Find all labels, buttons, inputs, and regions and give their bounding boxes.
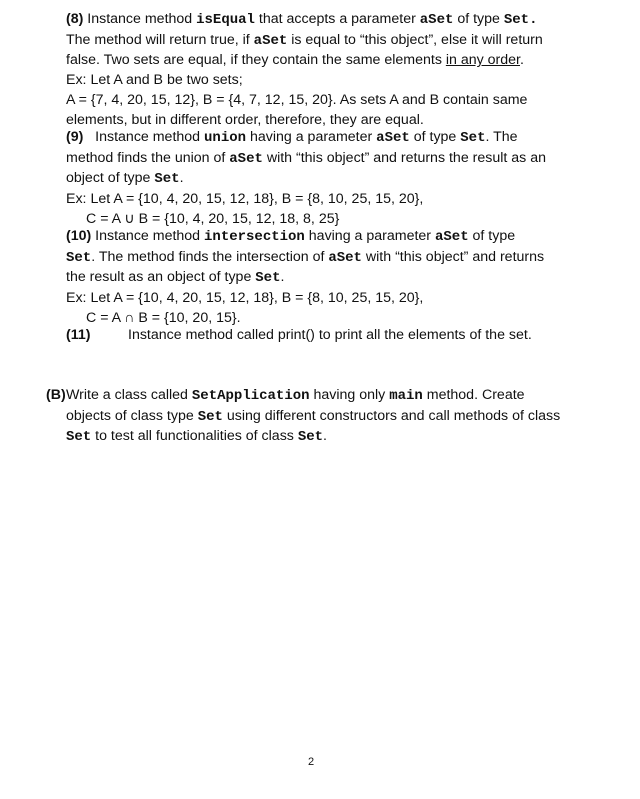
part-b-line-1: Write a class called SetApplication having only main method. Create: [66, 387, 525, 404]
code-term: aSet: [328, 249, 362, 266]
code-term: aSet: [434, 229, 469, 245]
code-term: aSet: [229, 150, 263, 167]
item-8-line-3: false. Two sets are equal, if they contain the same elements in any order.: [66, 52, 524, 69]
item-11: [66, 326, 581, 346]
part-b-line-3: Set to test all functionalities of class Set.: [66, 428, 327, 446]
code-term: union: [204, 130, 247, 146]
code-term: Set: [154, 171, 180, 188]
part-b-label: (B): [46, 387, 66, 403]
code-term: isEqual: [196, 12, 255, 28]
code-term: intersection: [204, 229, 305, 245]
item-8-example-intro: Ex: Let A and B be two sets;: [66, 72, 243, 89]
item-number: (9): [66, 129, 84, 145]
item-10-example-sets: Ex: Let A = {10, 4, 20, 15, 12, 18}, B = {8, 10, 25, 15, 20},: [66, 290, 424, 307]
item-9: [66, 128, 581, 230]
code-term: main: [389, 388, 423, 404]
page-number: 2: [307, 756, 315, 768]
part-b-line-2: objects of class type Set using different constructors and call methods of class: [66, 407, 561, 425]
part-b: [46, 386, 586, 448]
item-8-example-conclusion: elements, but in different order, therefore, they are equal.: [66, 111, 424, 128]
code-term: Set: [66, 249, 92, 266]
item-10-example-intersection: C = A ∩ B = {10, 20, 15}.: [86, 309, 241, 326]
code-term: aSet: [253, 32, 288, 49]
code-term: Set: [297, 429, 324, 446]
code-term: Set: [460, 130, 486, 146]
item-9-line-1: (9) Instance method union having a parameter aSet of type Set. The: [66, 129, 518, 146]
code-term: SetApplication: [191, 388, 310, 404]
code-term: Set: [66, 429, 92, 446]
item-number: (10): [66, 228, 92, 244]
item-11-line: (11) Instance method called print() to print all the elements of the set.: [66, 326, 581, 346]
item-9-example-union: C = A ∪ B = {10, 4, 20, 15, 12, 18, 8, 25}: [86, 210, 340, 227]
item-8: [66, 10, 581, 130]
code-term: aSet: [419, 12, 454, 28]
item-number: (8): [66, 11, 84, 27]
code-term: Set.: [503, 12, 538, 28]
code-term: Set: [197, 408, 223, 425]
item-10-line-2: Set. The method finds the intersection of aSet with “this object” and returns: [66, 248, 545, 266]
item-9-example-sets: Ex: Let A = {10, 4, 20, 15, 12, 18}, B = {8, 10, 25, 15, 20},: [66, 191, 424, 208]
part-b-body: [66, 386, 586, 448]
code-term: aSet: [376, 130, 410, 146]
item-8-example-sets: A = {7, 4, 20, 15, 12}, B = {4, 7, 12, 15, 20}. As sets A and B contain same: [66, 91, 528, 108]
item-10: [66, 227, 581, 329]
code-term: Set: [255, 270, 281, 287]
underlined-phrase: in any order: [445, 52, 520, 69]
item-8-line-1: (8) Instance method isEqual that accepts a parameter aSet of type Set.: [66, 11, 538, 28]
item-10-line-3: the result as an object of type Set.: [66, 269, 285, 287]
item-8-line-2: The method will return true, if aSet is equal to “this object”, else it will return: [66, 31, 543, 49]
item-9-line-2: method finds the union of aSet with “this object” and returns the result as an: [66, 149, 546, 167]
item-10-line-1: (10) Instance method intersection having a parameter aSet of type: [66, 228, 516, 245]
item-9-line-3: object of type Set.: [66, 170, 184, 188]
item-number: (11): [66, 327, 91, 343]
